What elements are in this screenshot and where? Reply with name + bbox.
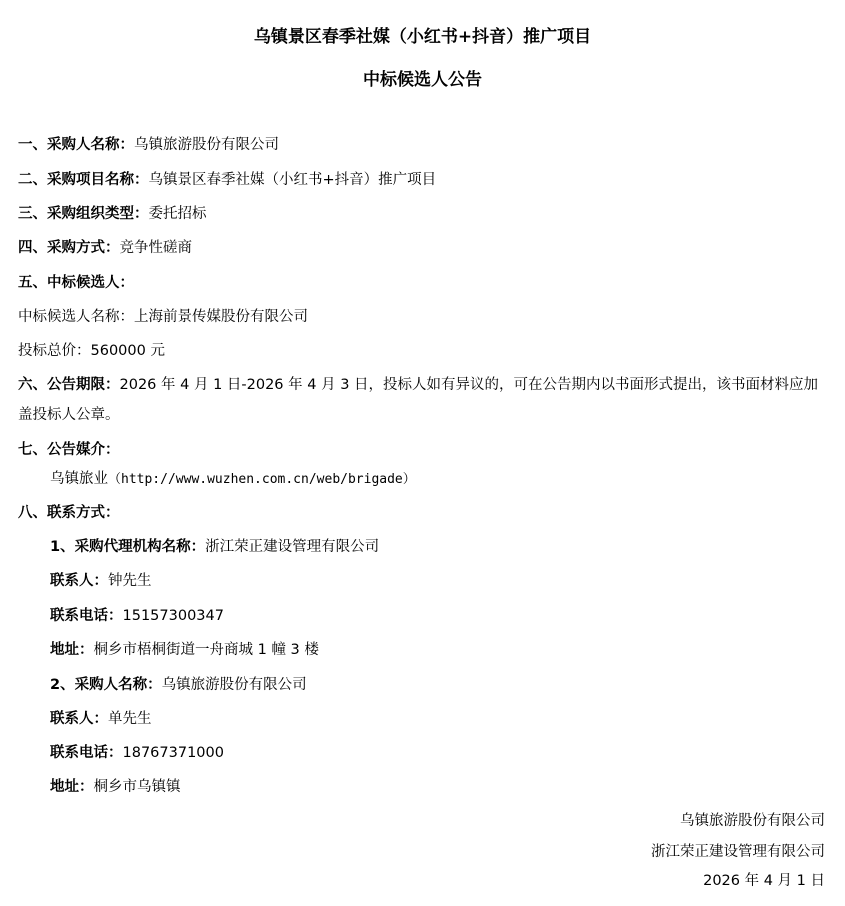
doc-subtitle: 中标候选人公告 — [363, 70, 482, 90]
candidate-price-value: 560000 元 — [90, 343, 165, 359]
candidate-name-value: 上海前景传媒股份有限公司 — [134, 309, 308, 325]
agency-phone-value: 15157300347 — [122, 608, 224, 624]
purchaser-address-value: 桐乡市乌镇镇 — [93, 779, 181, 795]
agency-label: 1、采购代理机构名称： — [50, 539, 206, 555]
purchaser-phone-label: 联系电话： — [50, 745, 123, 761]
agency-value: 浙江荣正建设管理有限公司 — [205, 539, 380, 555]
contact-heading: 八、联系方式： — [18, 505, 120, 521]
candidate-price-row — [18, 341, 165, 361]
project-value: 乌镇景区春季社媒（小红书+抖音）推广项目 — [148, 172, 437, 188]
purchaser-contact-value: 乌镇旅游股份有限公司 — [161, 677, 307, 693]
media-heading: 七、公告媒介： — [18, 442, 120, 458]
candidate-price-label: 投标总价： — [18, 343, 91, 359]
agency-phone-row — [50, 606, 224, 626]
method-label: 四、采购方式： — [18, 240, 120, 256]
signature-date: 2026 年 4 月 1 日 — [703, 873, 825, 889]
agency-address-label: 地址： — [50, 642, 94, 658]
period-label: 六、公告期限： — [18, 377, 120, 393]
signature-org1: 乌镇旅游股份有限公司 — [680, 813, 825, 829]
purchaser-label: 一、采购人名称： — [18, 137, 134, 153]
method-row — [18, 238, 192, 258]
purchaser-phone-value: 18767371000 — [122, 745, 224, 761]
org-type-row — [18, 204, 207, 224]
agency-person-label: 联系人： — [50, 573, 108, 589]
candidate-heading: 五、中标候选人： — [18, 275, 134, 291]
agency-person-row — [50, 571, 152, 591]
media-name: 乌镇旅业 — [50, 471, 108, 487]
purchaser-person-row — [50, 709, 152, 729]
media-url: （http://www.wuzhen.com.cn/web/brigade） — [108, 472, 416, 487]
purchaser-address-label: 地址： — [50, 779, 94, 795]
signature-org2: 浙江荣正建设管理有限公司 — [651, 844, 825, 860]
project-row — [18, 170, 436, 190]
agency-row — [50, 537, 379, 557]
purchaser-row — [18, 135, 279, 155]
candidate-name-row — [18, 307, 308, 327]
purchaser-contact-row — [50, 675, 307, 695]
purchaser-person-label: 联系人： — [50, 711, 108, 727]
method-value: 竞争性磋商 — [119, 240, 192, 256]
purchaser-phone-row — [50, 743, 224, 763]
agency-phone-label: 联系电话： — [50, 608, 123, 624]
purchaser-address-row — [50, 777, 181, 797]
doc-title: 乌镇景区春季社媒（小红书+抖音）推广项目 — [253, 27, 592, 47]
purchaser-person-value: 单先生 — [108, 711, 152, 727]
media-row — [50, 469, 416, 490]
candidate-name-label: 中标候选人名称： — [18, 309, 134, 325]
agency-person-value: 钟先生 — [108, 573, 152, 589]
org-type-value: 委托招标 — [148, 206, 207, 222]
project-label: 二、采购项目名称： — [18, 172, 149, 188]
period-row — [18, 370, 828, 430]
agency-address-value: 桐乡市梧桐街道一舟商城 1 幢 3 楼 — [93, 642, 319, 658]
period-value: 2026 年 4 月 1 日-2026 年 4 月 3 日，投标人如有异议的，可在公告期内以书面形式提出，该书面材料应加盖投标人公章。 — [18, 377, 819, 423]
purchaser-contact-label: 2、采购人名称： — [50, 677, 162, 693]
agency-address-row — [50, 640, 319, 660]
purchaser-value: 乌镇旅游股份有限公司 — [134, 137, 279, 153]
org-type-label: 三、采购组织类型： — [18, 206, 149, 222]
